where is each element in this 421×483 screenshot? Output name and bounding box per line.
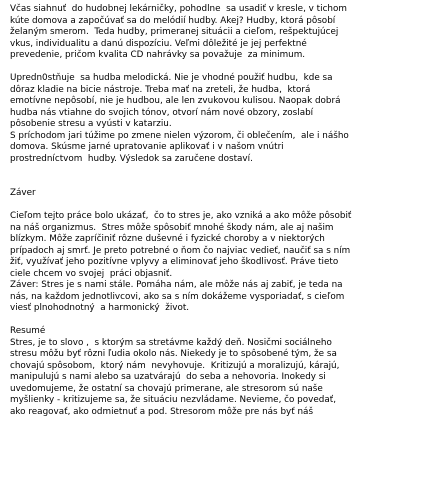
melodic-music-paragraph — [10, 73, 414, 165]
text-line: S príchodom jari túžime po zmene nielen výzorom, či oblečením, ale i nášho — [10, 130, 349, 141]
text-line: uvedomujeme, že ostatní sa chovajú primerane, ale stresorom sú naše — [10, 383, 323, 394]
text-line: pôsobenie stresu a vyústi v katarziu. — [10, 119, 172, 129]
intro-paragraph — [10, 4, 414, 62]
text-line: Záver: Stres je s nami stále. Pomáha nám, ale môže nás aj zabiť, je teda na — [10, 280, 343, 290]
text-line: Včas siahnuť do hudobnej lekárničky, pohodlne sa usadiť v kresle, v tichom — [10, 4, 347, 14]
paragraph-spacer — [10, 315, 414, 327]
text-line: ako reagovať, ako odmietnuť a pod. Stresorom môže pre nás byť náš — [10, 406, 314, 417]
text-line: prostredníctvom hudby. Výsledok sa zaručene dostaví. — [10, 153, 253, 164]
text-line: Upredn0stňuje sa hudba melodická. Nie je vhodné použiť hudbu, kde sa — [10, 73, 333, 83]
text-line: vkus, individualitu a danú dispozíciu. Veľmi dôležité je jej perfektné — [10, 38, 307, 49]
text-line: manipulujú s nami alebo sa uzatvárajú do seba a nehovoria. Inokedy si — [10, 372, 326, 382]
text-line: stresu môžu byť rôzni ľudia okolo nás. Niekedy je to spôsobené tým, že sa — [10, 349, 337, 359]
text-line: Stres, je to slovo , s ktorým sa stretávme každý deň. Nosičmi sociálneho — [10, 337, 332, 348]
section-heading: Resumé — [10, 326, 46, 336]
zaver-heading — [10, 188, 414, 200]
text-line: hudba nás vtiahne do svojich tónov, otvorí nám nové obzory, zoslabí — [10, 107, 314, 118]
text-line: žiť, využívať jeho pozitívne vplyvy a eliminovať jeho škodlivosť. Práve tieto — [10, 257, 339, 267]
text-line: Cieľom tejto práce bolo ukázať, čo to stres je, ako vzniká a ako môže pôsobiť — [10, 211, 352, 221]
paragraph-spacer — [10, 165, 414, 177]
text-line: dôraz kladie na bicie nástroje. Treba mať na zreteli, že hudba, ktorá — [10, 84, 311, 95]
text-line: prevedenie, pričom kvalita CD nahrávky sa považuje za minimum. — [10, 50, 306, 60]
text-line: ciele chcem vo svojej práci objasniť. — [10, 268, 173, 279]
text-line: viesť plnohodnotný a harmonický život. — [10, 303, 190, 313]
paragraph-spacer — [10, 177, 414, 189]
text-line: na náš organizmus. Stres môže spôsobiť mnohé škody nám, ale aj našim — [10, 222, 334, 233]
resume-paragraph — [10, 338, 414, 419]
text-line: domova. Skúsme jarné upratovanie aplikovať i v našom vnútri — [10, 142, 284, 152]
paragraph-spacer — [10, 200, 414, 212]
text-line: prípadoch aj smrť. Je preto potrebné o ňom čo najviac vedieť, naučiť sa s ním — [10, 245, 351, 256]
text-line: želaným smerom. Teda hudby, primeranej situácii a cieľom, rešpektujúcej — [10, 27, 339, 37]
text-line: kúte domova a započúvať sa do melódií hudby. Akej? Hudby, ktorá pôsobí — [10, 15, 336, 26]
zaver-paragraph — [10, 211, 414, 315]
section-heading: Záver — [10, 188, 36, 198]
text-line: blízkym. Môže zapríčiniť rôzne duševné i fyzické choroby a v niektorých — [10, 234, 325, 244]
text-line: myšlienky - kritizujeme sa, že situáciu nezvládame. Nevieme, čo povedať, — [10, 395, 336, 405]
resume-heading — [10, 326, 414, 338]
text-line: chovajú spôsobom, ktorý nám nevyhovuje. Kritizujú a moralizujú, kárajú, — [10, 360, 340, 371]
document-page — [10, 4, 414, 418]
paragraph-spacer — [10, 62, 414, 74]
text-line: emotívne nepôsobí, nie je hudbou, ale len zvukovou kulisou. Naopak dobrá — [10, 96, 341, 106]
text-line: nás, na každom jednotlivcovi, ako sa s ním dokážeme vysporiadať, s cieľom — [10, 291, 345, 302]
